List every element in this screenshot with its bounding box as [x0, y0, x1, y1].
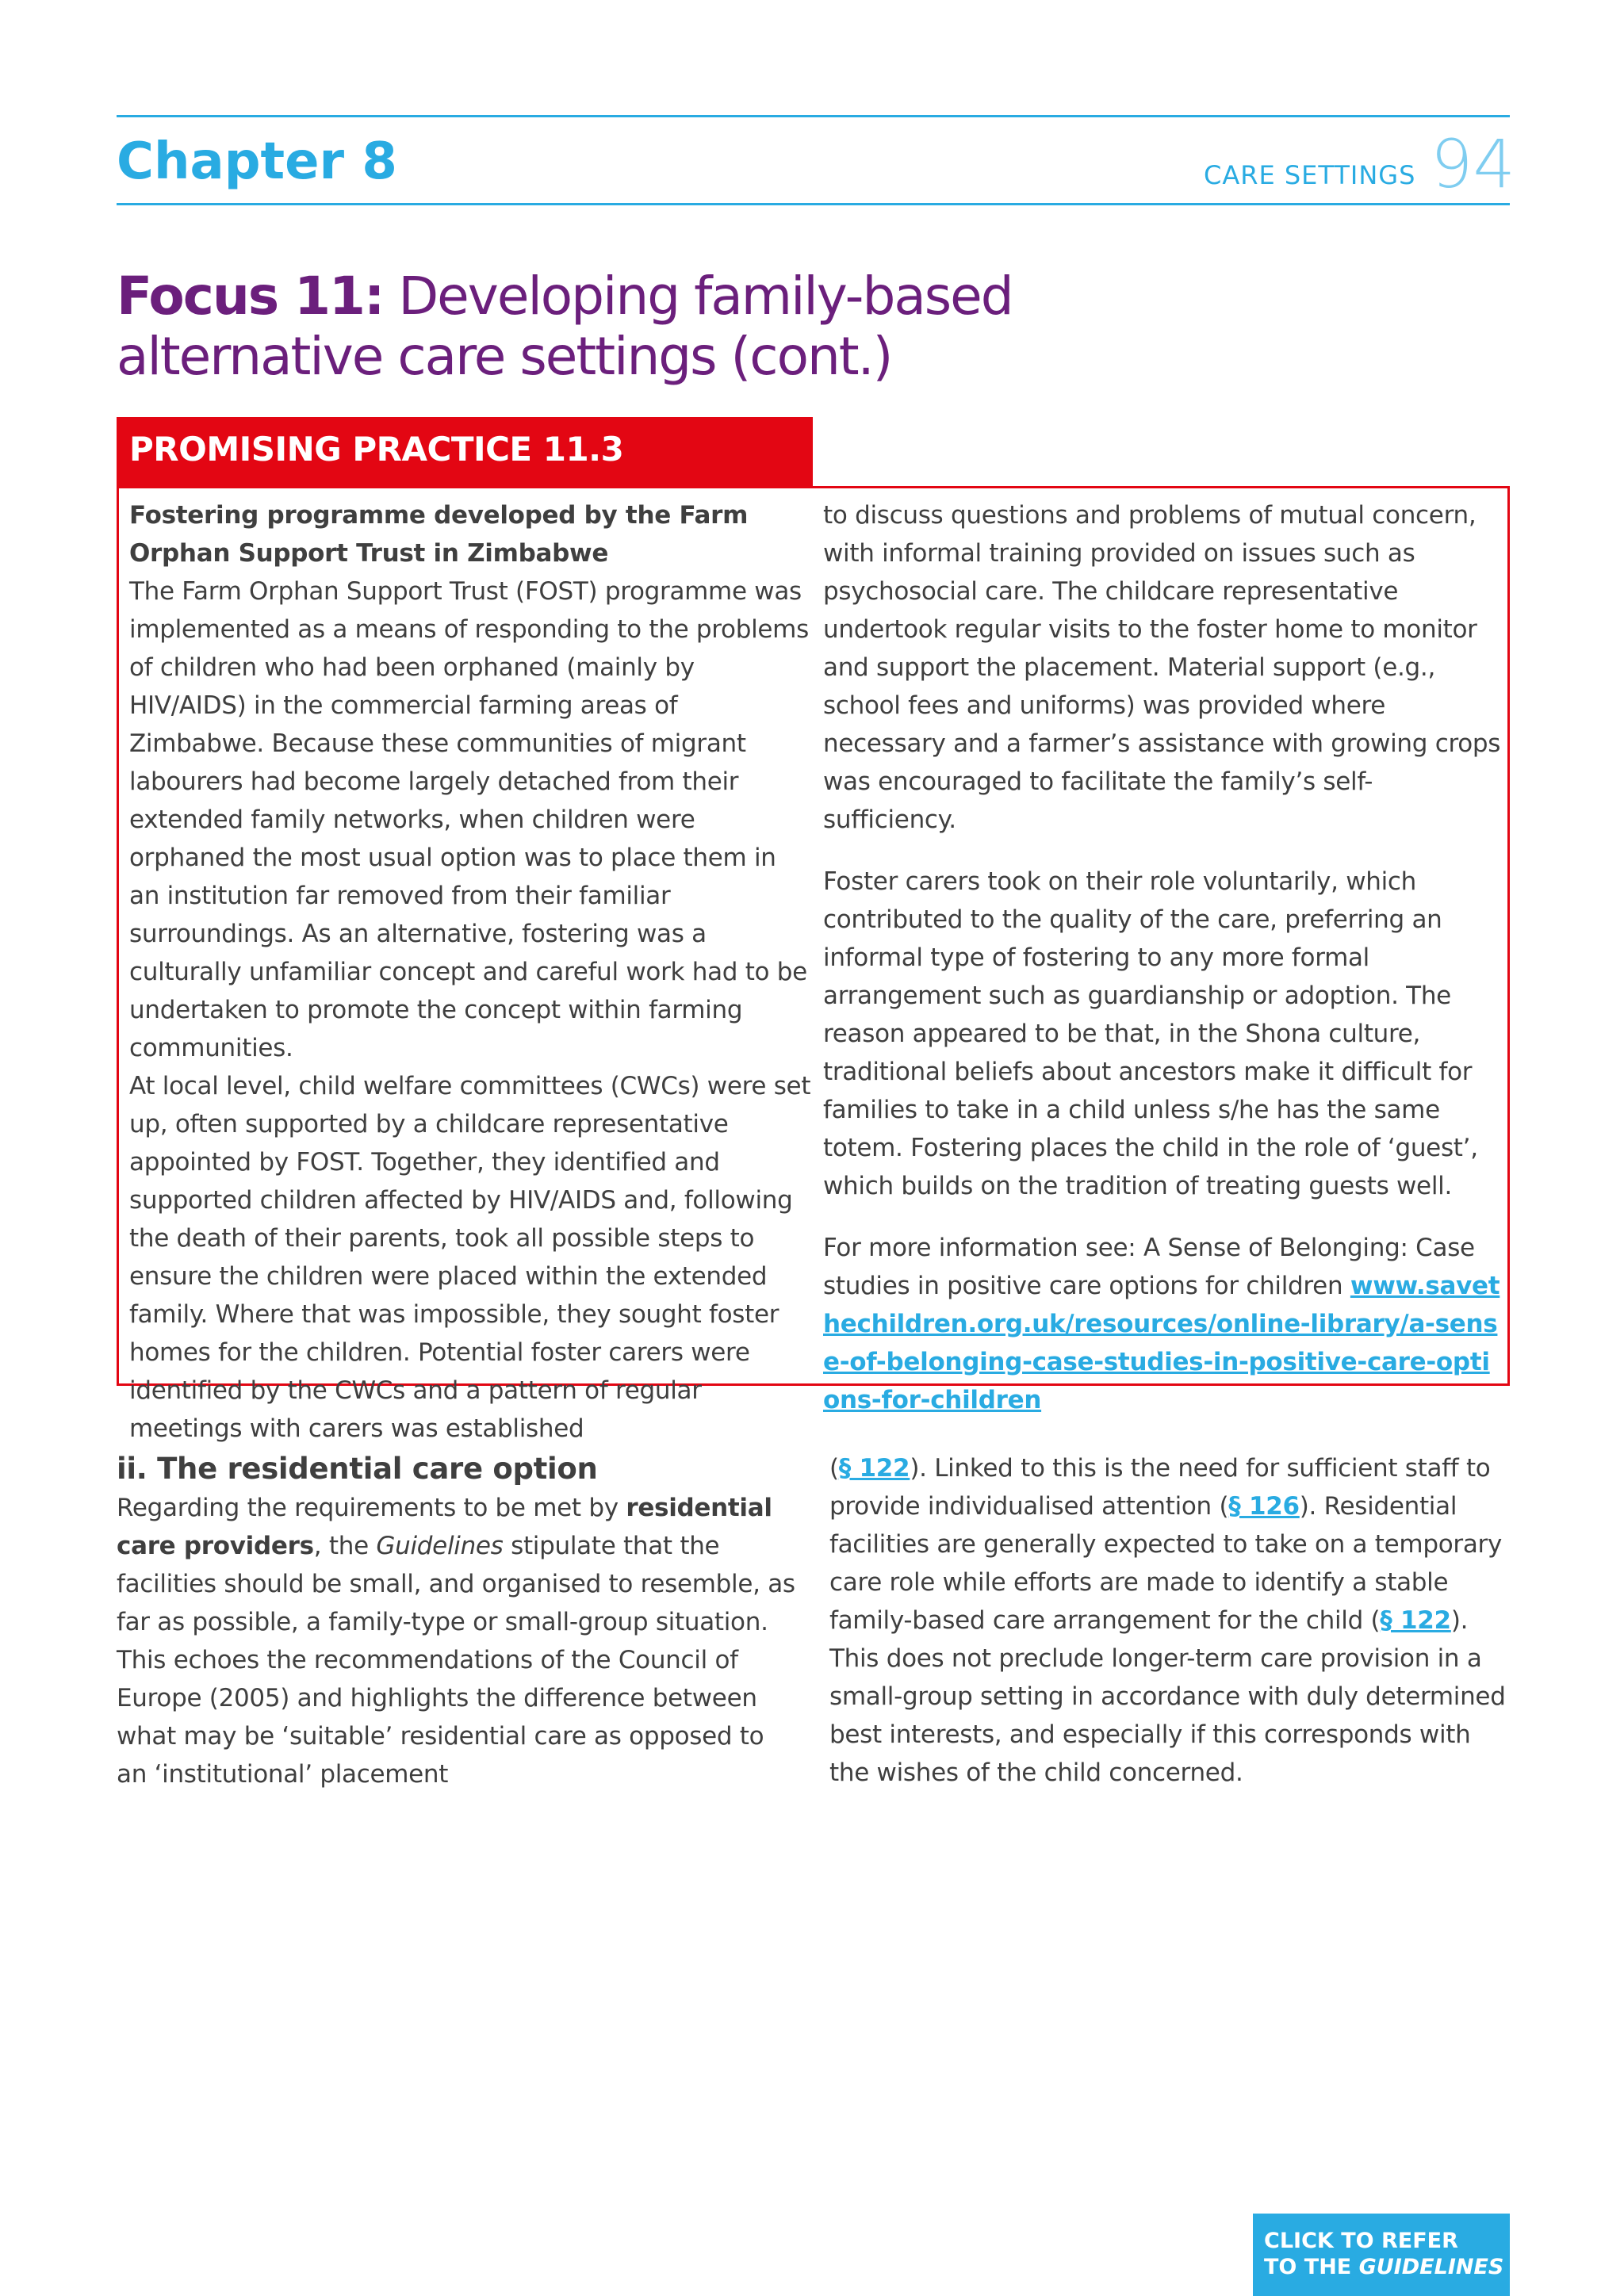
focus-title-text: Developing family-based alternative care settings (cont.): [117, 266, 1013, 387]
residential-paragraph: [117, 1489, 799, 1793]
refer-to-guidelines-button[interactable]: [1253, 2214, 1510, 2296]
residential-cont-text-2: ). Residential facilities are generally expected to take on a temporary care role while efforts are made to identify a stable family-based care arrangement for the child (: [829, 1492, 1503, 1635]
page-number: 94: [1431, 125, 1515, 203]
residential-heading: ii. The residential care option: [117, 1452, 598, 1486]
practice-right-column: [823, 496, 1505, 1419]
residential-paragraph-cont: [829, 1449, 1511, 1792]
section-label: CARE SETTINGS: [1204, 160, 1416, 190]
focus-title: [117, 266, 1068, 387]
ref-122-link-1[interactable]: § 122: [838, 1454, 910, 1483]
residential-left-column: [117, 1449, 799, 1793]
ref-126-link[interactable]: § 126: [1228, 1492, 1300, 1521]
button-line-1: CLICK TO REFER: [1264, 2229, 1458, 2253]
residential-bold-term: residential care providers: [117, 1494, 772, 1560]
practice-paragraph-4: Foster carers took on their role voluntarily, which contributed to the quality of the care, preferring an informal type of fostering to any more formal arrangement such as guardianship or adoption. The reason appeared to be that, in the Shona culture, traditional beliefs about ancestors make it difficult for families to take in a child unless s/he has the same totem. Fostering places the child in the role of ‘guest’, which builds on the tradition of treating guests well.: [823, 867, 1478, 1200]
residential-text-2: , the: [313, 1532, 377, 1560]
residential-cont-text-3: ). This does not preclude longer-term care provision in a small-group setting in accordance with duly determined best interests, and especially if this corresponds with the wishes of the child concerned.: [829, 1606, 1506, 1787]
focus-prefix: Focus 11:: [117, 266, 384, 327]
practice-paragraph-2: At local level, child welfare committees (CWCs) were set up, often supported by a childcare representative appointed by FOST. Together, they identified and supported children affected by HIV/AIDS and, following the death of their parents, took all possible steps to ensure the children were placed within the extended family. Where that was impossible, they sought foster homes for the children. Potential foster carers were identified by the CWCs and a pattern of regular meetings with carers was established: [129, 1072, 811, 1443]
residential-text-3: stipulate that the facilities should be small, and organised to resemble, as far as possible, a family-type or small-group situation. This echoes the recommendations of the Council of Europe (2005) and highlights the difference between what may be ‘suitable’ residential care as opposed to an ‘institutional’ placement: [117, 1532, 795, 1789]
paren-open: (: [829, 1454, 839, 1483]
practice-left-column: [129, 496, 811, 1448]
header-bottom-rule: [117, 203, 1510, 205]
button-line-2-prefix: TO THE: [1264, 2255, 1359, 2279]
header-top-rule: [117, 115, 1510, 117]
save-the-children-link[interactable]: www.savethechildren.org.uk/resources/online-library/a-sense-of-belonging-case-studies-in-positive-care-options-for-children: [823, 1272, 1500, 1414]
practice-paragraph-1: The Farm Orphan Support Trust (FOST) programme was implemented as a means of responding to the problems of children who had been orphaned (mainly by HIV/AIDS) in the commercial farming areas of Zimbabwe. Because these communities of migrant labourers had become largely detached from their extended family networks, when children were orphaned the most usual option was to place them in an institution far removed from their familiar surroundings. As an alternative, fostering was a culturally unfamiliar concept and careful work had to be undertaken to promote the concept within farming communities.: [129, 577, 809, 1062]
residential-cont-text-1: ). Linked to this is the need for sufficient staff to provide individualised attention (: [829, 1454, 1491, 1521]
residential-right-column: [829, 1449, 1511, 1792]
promising-practice-banner: PROMISING PRACTICE 11.3: [117, 417, 813, 487]
more-info-text: For more information see: A Sense of Belonging: Case studies in positive care options for children: [823, 1234, 1475, 1300]
residential-text-1: Regarding the requirements to be met by: [117, 1494, 626, 1522]
ref-122-link-2[interactable]: § 122: [1380, 1606, 1451, 1635]
guidelines-italic-term: Guidelines: [376, 1532, 504, 1560]
button-line-2-italic: GUIDELINES: [1358, 2255, 1504, 2279]
practice-paragraph-3: to discuss questions and problems of mutual concern, with informal training provided on issues such as psychosocial care. The childcare representative undertook regular visits to the foster home to monitor and support the placement. Material support (e.g., school fees and uniforms) was provided where necessary and a farmer’s assistance with growing crops was encouraged to facilitate the family’s self-sufficiency.: [823, 501, 1501, 834]
more-info-paragraph: [823, 1229, 1505, 1419]
practice-heading: Fostering programme developed by the Farm Orphan Support Trust in Zimbabwe: [129, 501, 749, 568]
chapter-title: Chapter 8: [117, 132, 397, 191]
button-line-2: [1264, 2254, 1510, 2280]
